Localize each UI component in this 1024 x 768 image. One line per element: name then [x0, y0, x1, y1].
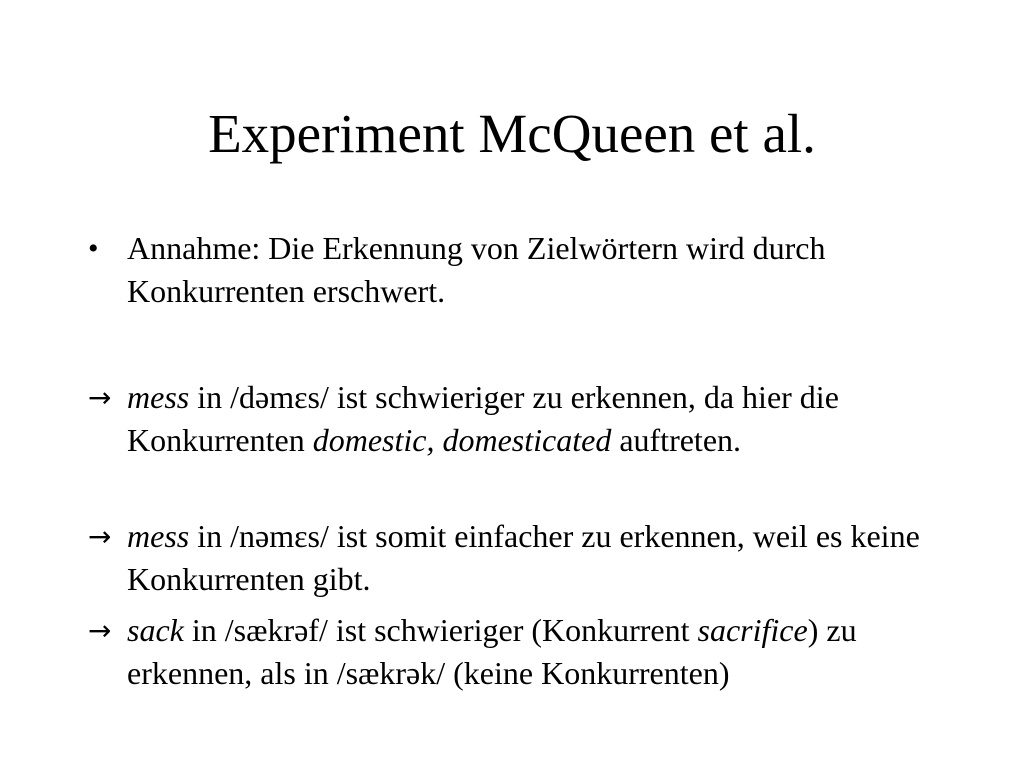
- arrow-point-text: [127, 515, 947, 601]
- bullet-icon: •: [88, 232, 99, 265]
- arrow-icon: →: [88, 381, 112, 414]
- bullet-text: Annahme: Die Erkennung von Zielwörtern wird durch Konkurrenten erschwert.: [127, 230, 826, 309]
- arrow-point-text: [127, 609, 947, 695]
- point-text-part: in /nəmɛs/ ist somit einfacher zu erkennen, weil es keine Konkurrenten gibt.: [127, 518, 920, 597]
- competitor-word: sacrifice: [697, 612, 808, 648]
- arrow-icon: →: [88, 520, 112, 553]
- point-text-part: ) zu erkennen, als in /sækrək/ (keine Konkurrenten): [127, 612, 857, 691]
- competitor-words: domestic, domesticated: [312, 422, 612, 458]
- arrow-point-mess-nomes: [88, 515, 988, 605]
- target-word: sack: [127, 612, 184, 648]
- point-text-part: in /sækrəf/ ist schwieriger (Konkurrent: [183, 612, 698, 648]
- target-word: mess: [127, 379, 190, 415]
- point-text-part: in /dəmɛs/ ist schwieriger zu erkennen, da hier die Konkurrenten: [127, 379, 839, 458]
- arrow-point-mess-domestic: [88, 376, 988, 508]
- arrow-icon: →: [88, 614, 112, 647]
- slide-title: Experiment McQueen et al.: [208, 103, 816, 164]
- bullet-point-assumption: [88, 227, 988, 317]
- point-text-part: auftreten.: [611, 422, 742, 458]
- arrow-point-text: [127, 376, 947, 462]
- arrow-point-sack: [88, 609, 988, 741]
- target-word: mess: [127, 518, 190, 554]
